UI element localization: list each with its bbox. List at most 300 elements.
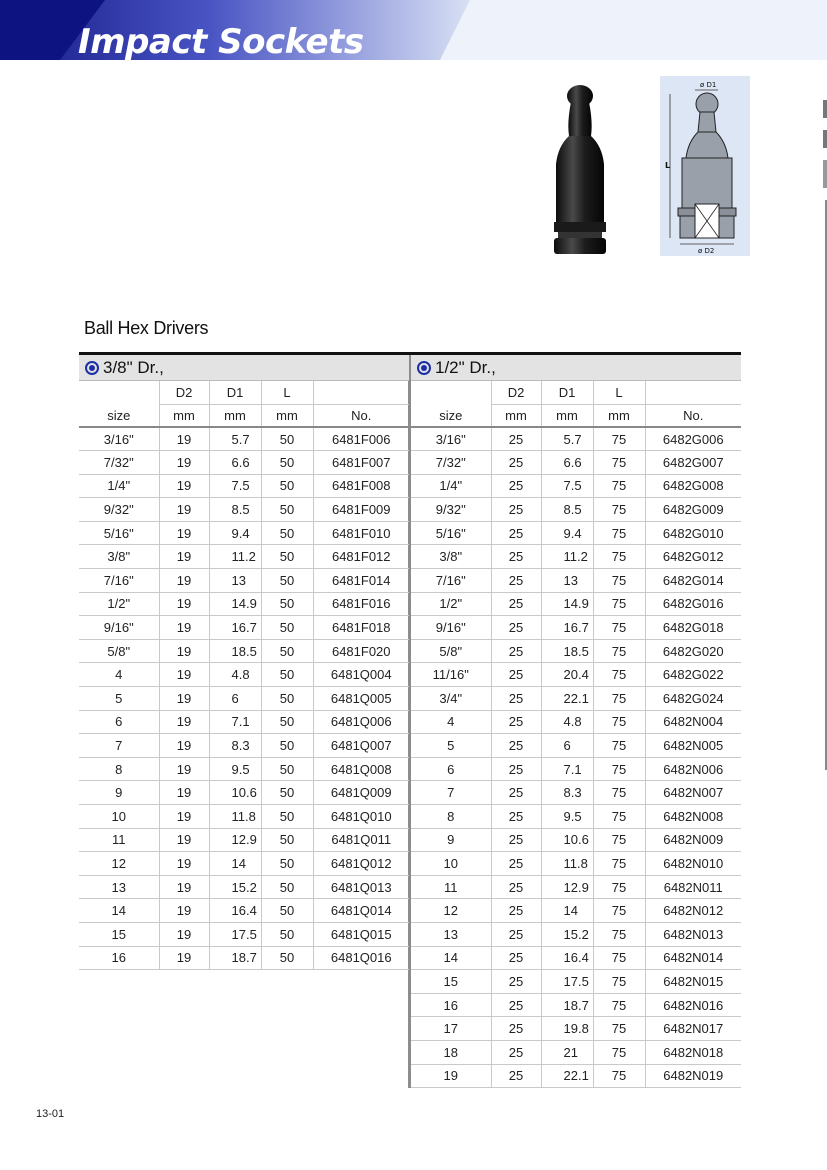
col-header-d2: D2: [159, 381, 209, 404]
table-row: [411, 498, 741, 522]
cell-l: 75: [593, 427, 645, 451]
cell-l: 50: [261, 545, 313, 569]
cell-d1: 15.2: [541, 922, 593, 946]
page-number: 13-01: [36, 1108, 65, 1120]
table-row: [79, 757, 409, 781]
cell-d1: 7.5: [541, 474, 593, 498]
cell-size: 7/16": [411, 569, 491, 593]
cell-l: 75: [593, 521, 645, 545]
cell-part-no: 6482N014: [645, 946, 741, 970]
product-photo: [540, 84, 620, 258]
cell-l: 75: [593, 734, 645, 758]
cell-part-no: 6481Q012: [313, 852, 409, 876]
cell-size: 5/8": [411, 639, 491, 663]
cell-d2: 25: [491, 545, 541, 569]
cell-l: 50: [261, 592, 313, 616]
cell-d1: 8.3: [209, 734, 261, 758]
cell-d1: 18.5: [209, 639, 261, 663]
cell-l: 75: [593, 498, 645, 522]
cell-size: 7: [411, 781, 491, 805]
cell-d2: 25: [491, 970, 541, 994]
cell-part-no: 6481Q009: [313, 781, 409, 805]
drive-title: 1/2" Dr.,: [435, 357, 496, 377]
cell-part-no: 6481Q015: [313, 922, 409, 946]
cell-size: 15: [79, 922, 159, 946]
cell-size: 5: [411, 734, 491, 758]
cell-size: 19: [411, 1064, 491, 1088]
cell-d1: 9.4: [541, 521, 593, 545]
cell-d2: 25: [491, 1064, 541, 1088]
cell-l: 50: [261, 521, 313, 545]
cell-l: 75: [593, 875, 645, 899]
cell-d2: 19: [159, 474, 209, 498]
table-row: [411, 970, 741, 994]
cell-part-no: 6481F008: [313, 474, 409, 498]
cell-d1: 6: [541, 734, 593, 758]
cell-part-no: 6482N007: [645, 781, 741, 805]
cell-size: 5: [79, 687, 159, 711]
table-row: [79, 592, 409, 616]
col-header-l: L: [593, 381, 645, 404]
cell-l: 75: [593, 616, 645, 640]
table-row: [79, 639, 409, 663]
cell-l: 50: [261, 946, 313, 970]
cell-l: 75: [593, 451, 645, 475]
table-row: [411, 734, 741, 758]
table-row: [411, 875, 741, 899]
col-unit: mm: [541, 404, 593, 427]
cell-size: 3/8": [79, 545, 159, 569]
cell-d2: 19: [159, 899, 209, 923]
cell-size: 7: [79, 734, 159, 758]
cell-size: 3/16": [79, 427, 159, 451]
cell-d2: 19: [159, 498, 209, 522]
table-row: [411, 1017, 741, 1041]
col-unit: mm: [593, 404, 645, 427]
cell-l: 75: [593, 1017, 645, 1041]
cell-l: 50: [261, 805, 313, 829]
cell-part-no: 6482G010: [645, 521, 741, 545]
table-row: [411, 545, 741, 569]
cell-part-no: 6482N015: [645, 970, 741, 994]
cell-d2: 25: [491, 687, 541, 711]
cell-size: 10: [79, 805, 159, 829]
table-row: [411, 993, 741, 1017]
spec-table: [79, 381, 409, 970]
cell-part-no: 6481F020: [313, 639, 409, 663]
cell-d2: 25: [491, 451, 541, 475]
cell-l: 50: [261, 616, 313, 640]
cell-l: 75: [593, 474, 645, 498]
table-row: [79, 427, 409, 451]
cell-d1: 17.5: [209, 922, 261, 946]
table-row: [79, 875, 409, 899]
cell-size: 3/16": [411, 427, 491, 451]
cell-d1: 6: [209, 687, 261, 711]
cell-size: 3/4": [411, 687, 491, 711]
cell-size: 7/32": [79, 451, 159, 475]
cell-part-no: 6482G008: [645, 474, 741, 498]
cell-part-no: 6481Q008: [313, 757, 409, 781]
cell-d1: 7.1: [209, 710, 261, 734]
cell-size: 11/16": [411, 663, 491, 687]
cell-d1: 22.1: [541, 1064, 593, 1088]
cell-part-no: 6481Q010: [313, 805, 409, 829]
cell-d2: 25: [491, 1040, 541, 1064]
cell-d2: 25: [491, 663, 541, 687]
cell-d2: 25: [491, 922, 541, 946]
cell-l: 75: [593, 781, 645, 805]
cell-part-no: 6481Q011: [313, 828, 409, 852]
table-3-8-drive: [79, 355, 409, 970]
table-row: [79, 734, 409, 758]
cell-l: 50: [261, 852, 313, 876]
cell-l: 50: [261, 828, 313, 852]
cell-d2: 19: [159, 781, 209, 805]
cell-d1: 13: [209, 569, 261, 593]
col-unit: mm: [159, 404, 209, 427]
cell-l: 75: [593, 993, 645, 1017]
cell-d2: 25: [491, 592, 541, 616]
cell-d2: 19: [159, 922, 209, 946]
table-row: [411, 663, 741, 687]
cell-d2: 25: [491, 805, 541, 829]
d2-dimension-label: ø D2: [698, 247, 715, 255]
cell-size: 14: [79, 899, 159, 923]
table-row: [79, 805, 409, 829]
col-header-d1: D1: [541, 381, 593, 404]
table-row: [411, 852, 741, 876]
cell-l: 75: [593, 970, 645, 994]
table-row: [79, 616, 409, 640]
cell-part-no: 6482G014: [645, 569, 741, 593]
cell-d2: 25: [491, 946, 541, 970]
cell-part-no: 6482N009: [645, 828, 741, 852]
cell-l: 50: [261, 734, 313, 758]
cell-part-no: 6482G020: [645, 639, 741, 663]
cell-l: 75: [593, 757, 645, 781]
cell-d2: 25: [491, 498, 541, 522]
cell-l: 50: [261, 427, 313, 451]
cell-d2: 25: [491, 899, 541, 923]
table-row: [79, 781, 409, 805]
cell-size: 11: [411, 875, 491, 899]
table-row: [411, 521, 741, 545]
cell-l: 50: [261, 757, 313, 781]
cell-size: 9/16": [411, 616, 491, 640]
cell-size: 6: [79, 710, 159, 734]
table-row: [411, 569, 741, 593]
cell-d1: 18.5: [541, 639, 593, 663]
cell-d1: 16.4: [541, 946, 593, 970]
table-row: [411, 451, 741, 475]
cell-part-no: 6481Q014: [313, 899, 409, 923]
cell-d1: 10.6: [209, 781, 261, 805]
cell-l: 50: [261, 498, 313, 522]
cell-size: 11: [79, 828, 159, 852]
cell-part-no: 6482G009: [645, 498, 741, 522]
table-row: [411, 1064, 741, 1088]
cell-d2: 19: [159, 592, 209, 616]
cell-d1: 12.9: [541, 875, 593, 899]
col-header-d1: D1: [209, 381, 261, 404]
cell-d1: 21: [541, 1040, 593, 1064]
table-row: [79, 922, 409, 946]
cell-part-no: 6481Q004: [313, 663, 409, 687]
cell-part-no: 6482G024: [645, 687, 741, 711]
cell-size: 9/16": [79, 616, 159, 640]
cell-l: 75: [593, 592, 645, 616]
spec-table: [411, 381, 741, 1088]
col-unit: mm: [261, 404, 313, 427]
cell-l: 50: [261, 899, 313, 923]
table-1-2-drive: [411, 355, 741, 1088]
cell-part-no: 6482G007: [645, 451, 741, 475]
cell-d1: 6.6: [209, 451, 261, 475]
cell-d2: 19: [159, 710, 209, 734]
cell-size: 4: [79, 663, 159, 687]
cell-d1: 8.5: [541, 498, 593, 522]
cell-d1: 7.1: [541, 757, 593, 781]
cell-l: 50: [261, 639, 313, 663]
cell-l: 50: [261, 474, 313, 498]
cell-d2: 19: [159, 663, 209, 687]
table-row: [411, 781, 741, 805]
cell-size: 5/16": [79, 521, 159, 545]
dimension-drawing: [660, 76, 750, 256]
drive-header-3-8: [79, 355, 409, 381]
cell-d1: 10.6: [541, 828, 593, 852]
cell-d1: 17.5: [541, 970, 593, 994]
table-row: [411, 710, 741, 734]
header-banner: [0, 0, 827, 60]
cell-d1: 11.8: [209, 805, 261, 829]
cell-size: 8: [79, 757, 159, 781]
cell-d2: 19: [159, 875, 209, 899]
cell-l: 50: [261, 451, 313, 475]
cell-d1: 11.2: [209, 545, 261, 569]
cell-d2: 25: [491, 569, 541, 593]
table-row: [79, 498, 409, 522]
table-row: [411, 616, 741, 640]
table-row: [79, 899, 409, 923]
cell-part-no: 6482N010: [645, 852, 741, 876]
cell-d1: 9.5: [541, 805, 593, 829]
cell-part-no: 6482N019: [645, 1064, 741, 1088]
cell-part-no: 6482N016: [645, 993, 741, 1017]
cell-l: 75: [593, 663, 645, 687]
cell-size: 13: [411, 922, 491, 946]
col-unit: mm: [491, 404, 541, 427]
table-row: [411, 922, 741, 946]
table-row: [411, 639, 741, 663]
cell-l: 75: [593, 922, 645, 946]
cell-d2: 19: [159, 639, 209, 663]
drive-bullet-icon: [85, 361, 99, 375]
cell-part-no: 6482G012: [645, 545, 741, 569]
cell-part-no: 6482N008: [645, 805, 741, 829]
drive-header-1-2: [411, 355, 741, 381]
col-header-size: size: [411, 404, 491, 427]
cell-l: 75: [593, 828, 645, 852]
table-row: [79, 828, 409, 852]
table-row: [79, 521, 409, 545]
cell-part-no: 6481F007: [313, 451, 409, 475]
cell-size: 12: [411, 899, 491, 923]
cell-part-no: 6481Q006: [313, 710, 409, 734]
cell-d2: 25: [491, 710, 541, 734]
cell-d1: 18.7: [541, 993, 593, 1017]
cell-size: 16: [79, 946, 159, 970]
cell-d2: 19: [159, 946, 209, 970]
cell-d1: 5.7: [209, 427, 261, 451]
cell-part-no: 6482N005: [645, 734, 741, 758]
cell-part-no: 6482N011: [645, 875, 741, 899]
cell-l: 50: [261, 781, 313, 805]
cell-d1: 14.9: [541, 592, 593, 616]
cell-part-no: 6481F018: [313, 616, 409, 640]
cell-part-no: 6482G022: [645, 663, 741, 687]
col-header-l: L: [261, 381, 313, 404]
page-edge-marks: [822, 100, 827, 770]
col-header-no: No.: [313, 404, 409, 427]
table-row: [411, 474, 741, 498]
table-row: [79, 474, 409, 498]
cell-l: 75: [593, 687, 645, 711]
cell-part-no: 6481F010: [313, 521, 409, 545]
cell-d1: 4.8: [209, 663, 261, 687]
cell-size: 3/8": [411, 545, 491, 569]
cell-d1: 20.4: [541, 663, 593, 687]
cell-d1: 16.4: [209, 899, 261, 923]
table-row: [79, 663, 409, 687]
cell-l: 50: [261, 569, 313, 593]
cell-d2: 25: [491, 828, 541, 852]
cell-d2: 19: [159, 828, 209, 852]
table-row: [79, 852, 409, 876]
cell-l: 75: [593, 805, 645, 829]
cell-d1: 14: [541, 899, 593, 923]
cell-size: 1/4": [411, 474, 491, 498]
table-row: [411, 1040, 741, 1064]
cell-d1: 19.8: [541, 1017, 593, 1041]
cell-size: 1/2": [79, 592, 159, 616]
cell-l: 75: [593, 1064, 645, 1088]
cell-part-no: 6481F016: [313, 592, 409, 616]
cell-d2: 19: [159, 616, 209, 640]
cell-size: 1/4": [79, 474, 159, 498]
cell-l: 75: [593, 946, 645, 970]
cell-l: 50: [261, 663, 313, 687]
cell-l: 75: [593, 710, 645, 734]
cell-d1: 14: [209, 852, 261, 876]
cell-l: 75: [593, 545, 645, 569]
cell-d2: 19: [159, 805, 209, 829]
cell-d2: 25: [491, 852, 541, 876]
cell-l: 75: [593, 569, 645, 593]
table-row: [411, 757, 741, 781]
col-header-d2: D2: [491, 381, 541, 404]
cell-size: 10: [411, 852, 491, 876]
cell-part-no: 6481F012: [313, 545, 409, 569]
col-header-no: No.: [645, 404, 741, 427]
cell-d1: 11.2: [541, 545, 593, 569]
table-row: [79, 946, 409, 970]
table-row: [411, 805, 741, 829]
table-row: [411, 828, 741, 852]
cell-l: 50: [261, 875, 313, 899]
cell-part-no: 6481Q016: [313, 946, 409, 970]
cell-part-no: 6481Q007: [313, 734, 409, 758]
cell-part-no: 6482G016: [645, 592, 741, 616]
cell-d1: 7.5: [209, 474, 261, 498]
cell-part-no: 6481Q013: [313, 875, 409, 899]
cell-d2: 19: [159, 521, 209, 545]
cell-part-no: 6482N018: [645, 1040, 741, 1064]
cell-d1: 14.9: [209, 592, 261, 616]
cell-d2: 19: [159, 427, 209, 451]
cell-part-no: 6482G006: [645, 427, 741, 451]
cell-d1: 11.8: [541, 852, 593, 876]
cell-l: 75: [593, 899, 645, 923]
cell-l: 50: [261, 922, 313, 946]
cell-size: 18: [411, 1040, 491, 1064]
drive-bullet-icon: [417, 361, 431, 375]
col-unit: mm: [209, 404, 261, 427]
cell-size: 6: [411, 757, 491, 781]
cell-d2: 25: [491, 734, 541, 758]
cell-d1: 16.7: [541, 616, 593, 640]
cell-d2: 25: [491, 781, 541, 805]
cell-d2: 25: [491, 639, 541, 663]
table-row: [411, 592, 741, 616]
table-row: [79, 451, 409, 475]
cell-d1: 13: [541, 569, 593, 593]
cell-d2: 25: [491, 474, 541, 498]
table-row: [411, 687, 741, 711]
cell-d1: 18.7: [209, 946, 261, 970]
cell-l: 75: [593, 852, 645, 876]
cell-d2: 25: [491, 616, 541, 640]
cell-d1: 8.5: [209, 498, 261, 522]
cell-part-no: 6482N004: [645, 710, 741, 734]
cell-size: 5/16": [411, 521, 491, 545]
cell-size: 4: [411, 710, 491, 734]
cell-l: 75: [593, 639, 645, 663]
cell-d1: 16.7: [209, 616, 261, 640]
cell-d2: 19: [159, 569, 209, 593]
cell-d2: 19: [159, 734, 209, 758]
cell-size: 7/16": [79, 569, 159, 593]
cell-d1: 4.8: [541, 710, 593, 734]
cell-size: 9/32": [411, 498, 491, 522]
cell-d1: 12.9: [209, 828, 261, 852]
cell-d2: 25: [491, 993, 541, 1017]
cell-size: 16: [411, 993, 491, 1017]
cell-d2: 25: [491, 521, 541, 545]
cell-size: 12: [79, 852, 159, 876]
cell-d1: 8.3: [541, 781, 593, 805]
cell-size: 13: [79, 875, 159, 899]
cell-size: 5/8": [79, 639, 159, 663]
cell-part-no: 6482N012: [645, 899, 741, 923]
cell-d1: 6.6: [541, 451, 593, 475]
table-row: [79, 569, 409, 593]
cell-part-no: 6481F014: [313, 569, 409, 593]
table-row: [411, 946, 741, 970]
cell-part-no: 6482N013: [645, 922, 741, 946]
cell-part-no: 6482N017: [645, 1017, 741, 1041]
